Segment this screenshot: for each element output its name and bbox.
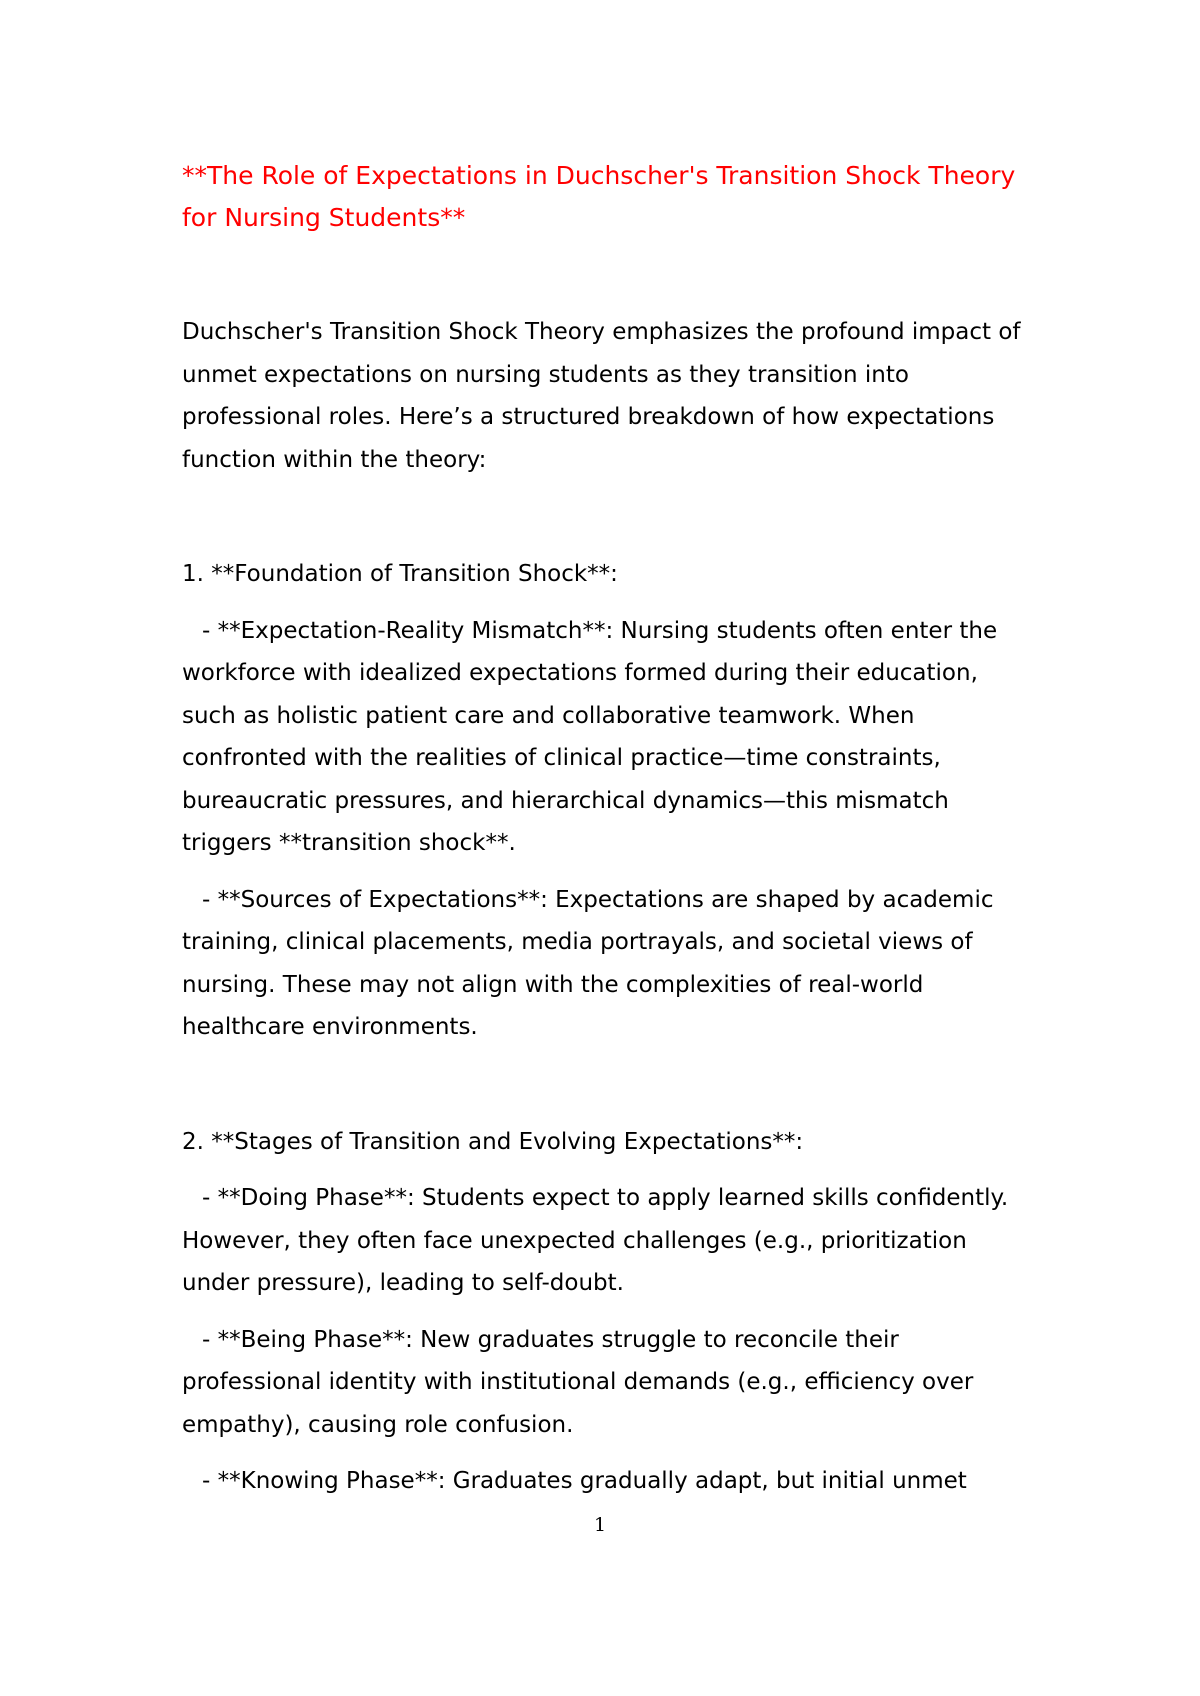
- intro-paragraph: Duchscher's Transition Shock Theory emphasizes the profound impact of unmet expectations on nursing students as they transition into professional roles. Here’s a structured breakdown of how expectations function within the theory:: [182, 319, 1021, 473]
- section-2-bullet-3: [182, 1460, 1032, 1503]
- document-body: [182, 155, 1032, 1503]
- section-2-bullet-1: [182, 1177, 1032, 1305]
- bullet-text: - **Expectation-Reality Mismatch**: Nursing students often enter the workforce with idealized expectations formed during their education, such as holistic patient care and collaborative teamwork. When confronted with the realities of clinical practice—time constraints, bureaucratic pressures, and hierarchical dynamics—this mismatch triggers **transition shock**.: [182, 617, 998, 856]
- bullet-text: - **Doing Phase**: Students expect to apply learned skills confidently. However, they often face unexpected challenges (e.g., prioritization under pressure), leading to self-doubt.: [182, 1185, 1009, 1296]
- bullet-text: - **Sources of Expectations**: Expectations are shaped by academic training, clinical placements, media portrayals, and societal views of nursing. These may not align with the complexities of real-world healthcare environments.: [182, 886, 994, 1040]
- section-1-bullet-1: [182, 610, 1032, 865]
- section-1-bullet-2: [182, 879, 1032, 1049]
- bullet-text: - **Being Phase**: New graduates struggle to reconcile their professional identity with institutional demands (e.g., efficiency over empathy), causing role confusion.: [182, 1326, 974, 1438]
- section-2-bullet-2: [182, 1319, 1032, 1447]
- document-title: **The Role of Expectations in Duchscher's Transition Shock Theory for Nursing Students**: [182, 161, 1016, 232]
- section-1-heading: 1. **Foundation of Transition Shock**:: [182, 561, 618, 587]
- section-2-heading: 2. **Stages of Transition and Evolving Expectations**:: [182, 1128, 804, 1155]
- page-number: 1: [593, 1514, 607, 1536]
- bullet-text: - **Knowing Phase**: Graduates gradually adapt, but initial unmet: [202, 1468, 967, 1494]
